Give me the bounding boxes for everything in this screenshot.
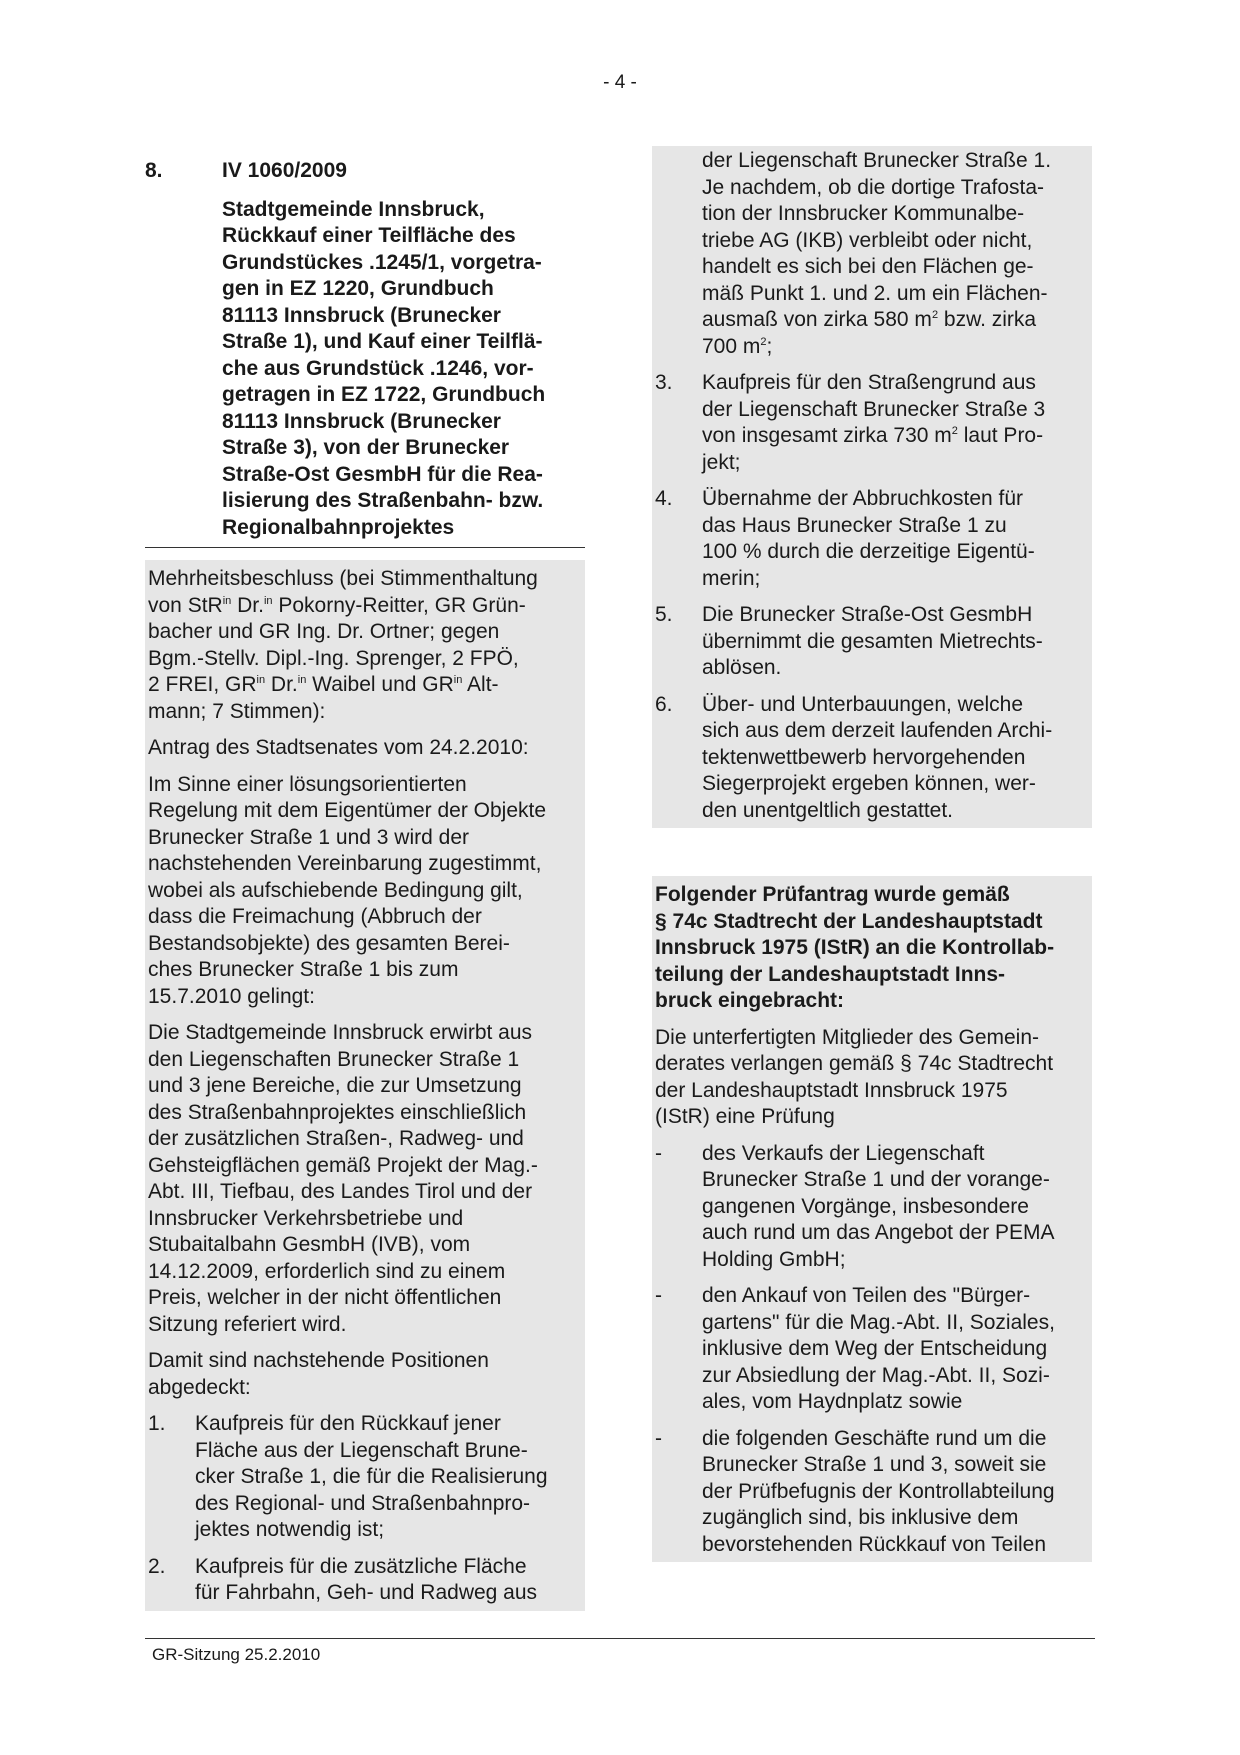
title-line: che aus Grundstück .1246, vor- bbox=[222, 356, 534, 380]
antrag-line: Antrag des Stadtsenates vom 24.2.2010: bbox=[148, 736, 529, 759]
pruefantrag-box bbox=[652, 876, 1092, 1562]
list-item-continuation: der Liegenschaft Brunecker Straße 1. Je nachdem, ob die dortige Trafosta- tion der Innsbrucker Kommunalbe- triebe AG (IKB) verbleibt oder nicht, handelt es sich bei den Flächen ge- mäß Punkt 1. und 2. um ein Flächen- ausmaß von zirka 580 $m^2$ bzw. zirka 700 $m^2$; bbox=[702, 149, 1052, 358]
title-line: Rückkauf einer Teilfläche des bbox=[222, 224, 516, 247]
paragraph-3: Damit sind nachstehende Positionen abgedeckt: bbox=[148, 1349, 489, 1399]
vote-result: Mehrheitsbeschluss (bei Stimmenthaltung von StR$^{in}$ Dr.$^{in}$ Pokorny-Reitter, GR Grün- bacher und GR Ing. Dr. Ortner; gegen Bgm.-Stellv. Dipl.-Ing. Sprenger, 2 FPÖ, 2 FREI, $GR^{in}$ Dr.$^{in}$ Waibel und $GR^{in}$ Alt- mann; 7 Stimmen): bbox=[148, 567, 538, 723]
paragraph-1: Im Sinne einer lösungsorientierten Regelung mit dem Eigentümer der Objekte Brunecker Straße 1 und 3 wird der nachstehenden Vereinbarung zugestimmt, wobei als aufschiebende Bedingung gilt, dass die Freimachung (Abbruch der Bestandsobjekte) des gesamten Berei- ches Brunecker Straße 1 bis zum 15.7.2010 gelingt: bbox=[148, 772, 547, 1008]
list-item: 3. Kaufpreis für den Straßengrund aus der Liegenschaft Brunecker Straße 3 von insgesamt zirka 730 $m^2$ laut Pro- jekt; bbox=[655, 371, 1046, 474]
title-line: Regionalbahnprojektes bbox=[222, 515, 455, 539]
footer-divider bbox=[145, 1638, 1095, 1639]
bullet-item: - des Verkaufs der Liegenschaft Brunecker Straße 1 und der vorange- gangenen Vorgänge, insbesondere auch rund um das Angebot der PEMA Holding GmbH; bbox=[655, 1141, 1055, 1271]
decision-box bbox=[145, 560, 585, 1611]
pruefantrag-heading: Folgender Prüfantrag wurde gemäß § 74c Stadtrecht der Landeshauptstadt Innsbruck 1975 (IStR) an die Kontrollab- teilung der Landeshauptstadt Inns- bruck eingebracht: bbox=[655, 883, 1055, 1012]
title-line: getragen in EZ 1722, Grundbuch bbox=[222, 383, 546, 406]
title-line: lisierung des Straßenbahn- bzw. bbox=[222, 489, 544, 512]
item-header bbox=[145, 158, 585, 185]
list-item: 6. Über- und Unterbauungen, welche sich aus dem derzeit laufenden Archi- tektenwettbewerb hervorgehenden Siegerprojekt ergeben können, wer- den unentgeltlich gestattet. bbox=[655, 692, 1053, 822]
list-item: 1. Kaufpreis für den Rückkauf jener Fläche aus der Liegenschaft Brune- cker Straße 1, die für die Realisierung des Regional- und Straßenbahnpro- jektes notwendig ist; bbox=[148, 1412, 548, 1541]
left-column bbox=[145, 158, 585, 1611]
item-number: 8. bbox=[145, 159, 163, 182]
bullet-item: - die folgenden Geschäfte rund um die Brunecker Straße 1 und 3, soweit sie der Prüfbefugnis der Kontrollabteilung zugänglich sind, bis inklusive dem bevorstehenden Rückkauf von Teilen bbox=[655, 1426, 1055, 1556]
title-line: Grundstückes .1245/1, vorgetra- bbox=[222, 250, 542, 274]
list-item: 2. Kaufpreis für die zusätzliche Fläche für Fahrbahn, Geh- und Radweg aus bbox=[148, 1554, 538, 1604]
pruefantrag-intro: Die unterfertigten Mitglieder des Gemein- derates verlangen gemäß § 74c Stadtrecht der Landeshauptstadt Innsbruck 1975 (IStR) eine Prüfung bbox=[655, 1025, 1054, 1128]
right-column bbox=[652, 146, 1092, 1562]
title-divider bbox=[145, 547, 585, 548]
title-line: 81113 Innsbruck (Brunecker bbox=[222, 409, 501, 433]
title-line: Straße-Ost GesmbH für die Rea- bbox=[222, 462, 543, 486]
page-number: - 4 - bbox=[603, 72, 637, 93]
list-item: 5. Die Brunecker Straße-Ost GesmbH übernimmt die gesamten Mietrechts- ablösen. bbox=[655, 603, 1043, 679]
list-continuation-box bbox=[652, 146, 1092, 828]
item-reference: IV 1060/2009 bbox=[222, 159, 347, 182]
footer-text: GR-Sitzung 25.2.2010 bbox=[152, 1645, 321, 1664]
item-title bbox=[145, 197, 585, 542]
title-line: 81113 Innsbruck (Brunecker bbox=[222, 303, 501, 327]
bullet-item: - den Ankauf von Teilen des "Bürger- gartens" für die Mag.-Abt. II, Soziales, inklusive dem Weg der Entscheidung zur Absiedlung der Mag.-Abt. II, Sozi- ales, vom Haydnplatz sowie bbox=[655, 1284, 1055, 1413]
title-line: Stadtgemeinde Innsbruck, bbox=[222, 197, 485, 221]
title-line: Straße 1), und Kauf einer Teilflä- bbox=[222, 330, 543, 353]
list-item: 4. Übernahme der Abbruchkosten für das Haus Brunecker Straße 1 zu 100 % durch die derzeitige Eigentü- merin; bbox=[655, 487, 1035, 590]
title-line: gen in EZ 1220, Grundbuch bbox=[222, 277, 494, 300]
paragraph-2: Die Stadtgemeinde Innsbruck erwirbt aus den Liegenschaften Brunecker Straße 1 und 3 jene Bereiche, die zur Umsetzung des Straßenbahnprojektes einschließlich der zusätzlichen Straßen-, Radweg- und Gehsteigflächen gemäß Projekt der Mag.- Abt. III, Tiefbau, des Landes Tirol und der Innsbrucker Verkehrsbetriebe und Stubaitalbahn GesmbH (IVB), vom 14.12.2009, erforderlich sind zu einem Preis, welcher in der nicht öffentlichen Sitzung referiert wird. bbox=[148, 1021, 538, 1336]
title-line: Straße 3), von der Brunecker bbox=[222, 436, 510, 459]
